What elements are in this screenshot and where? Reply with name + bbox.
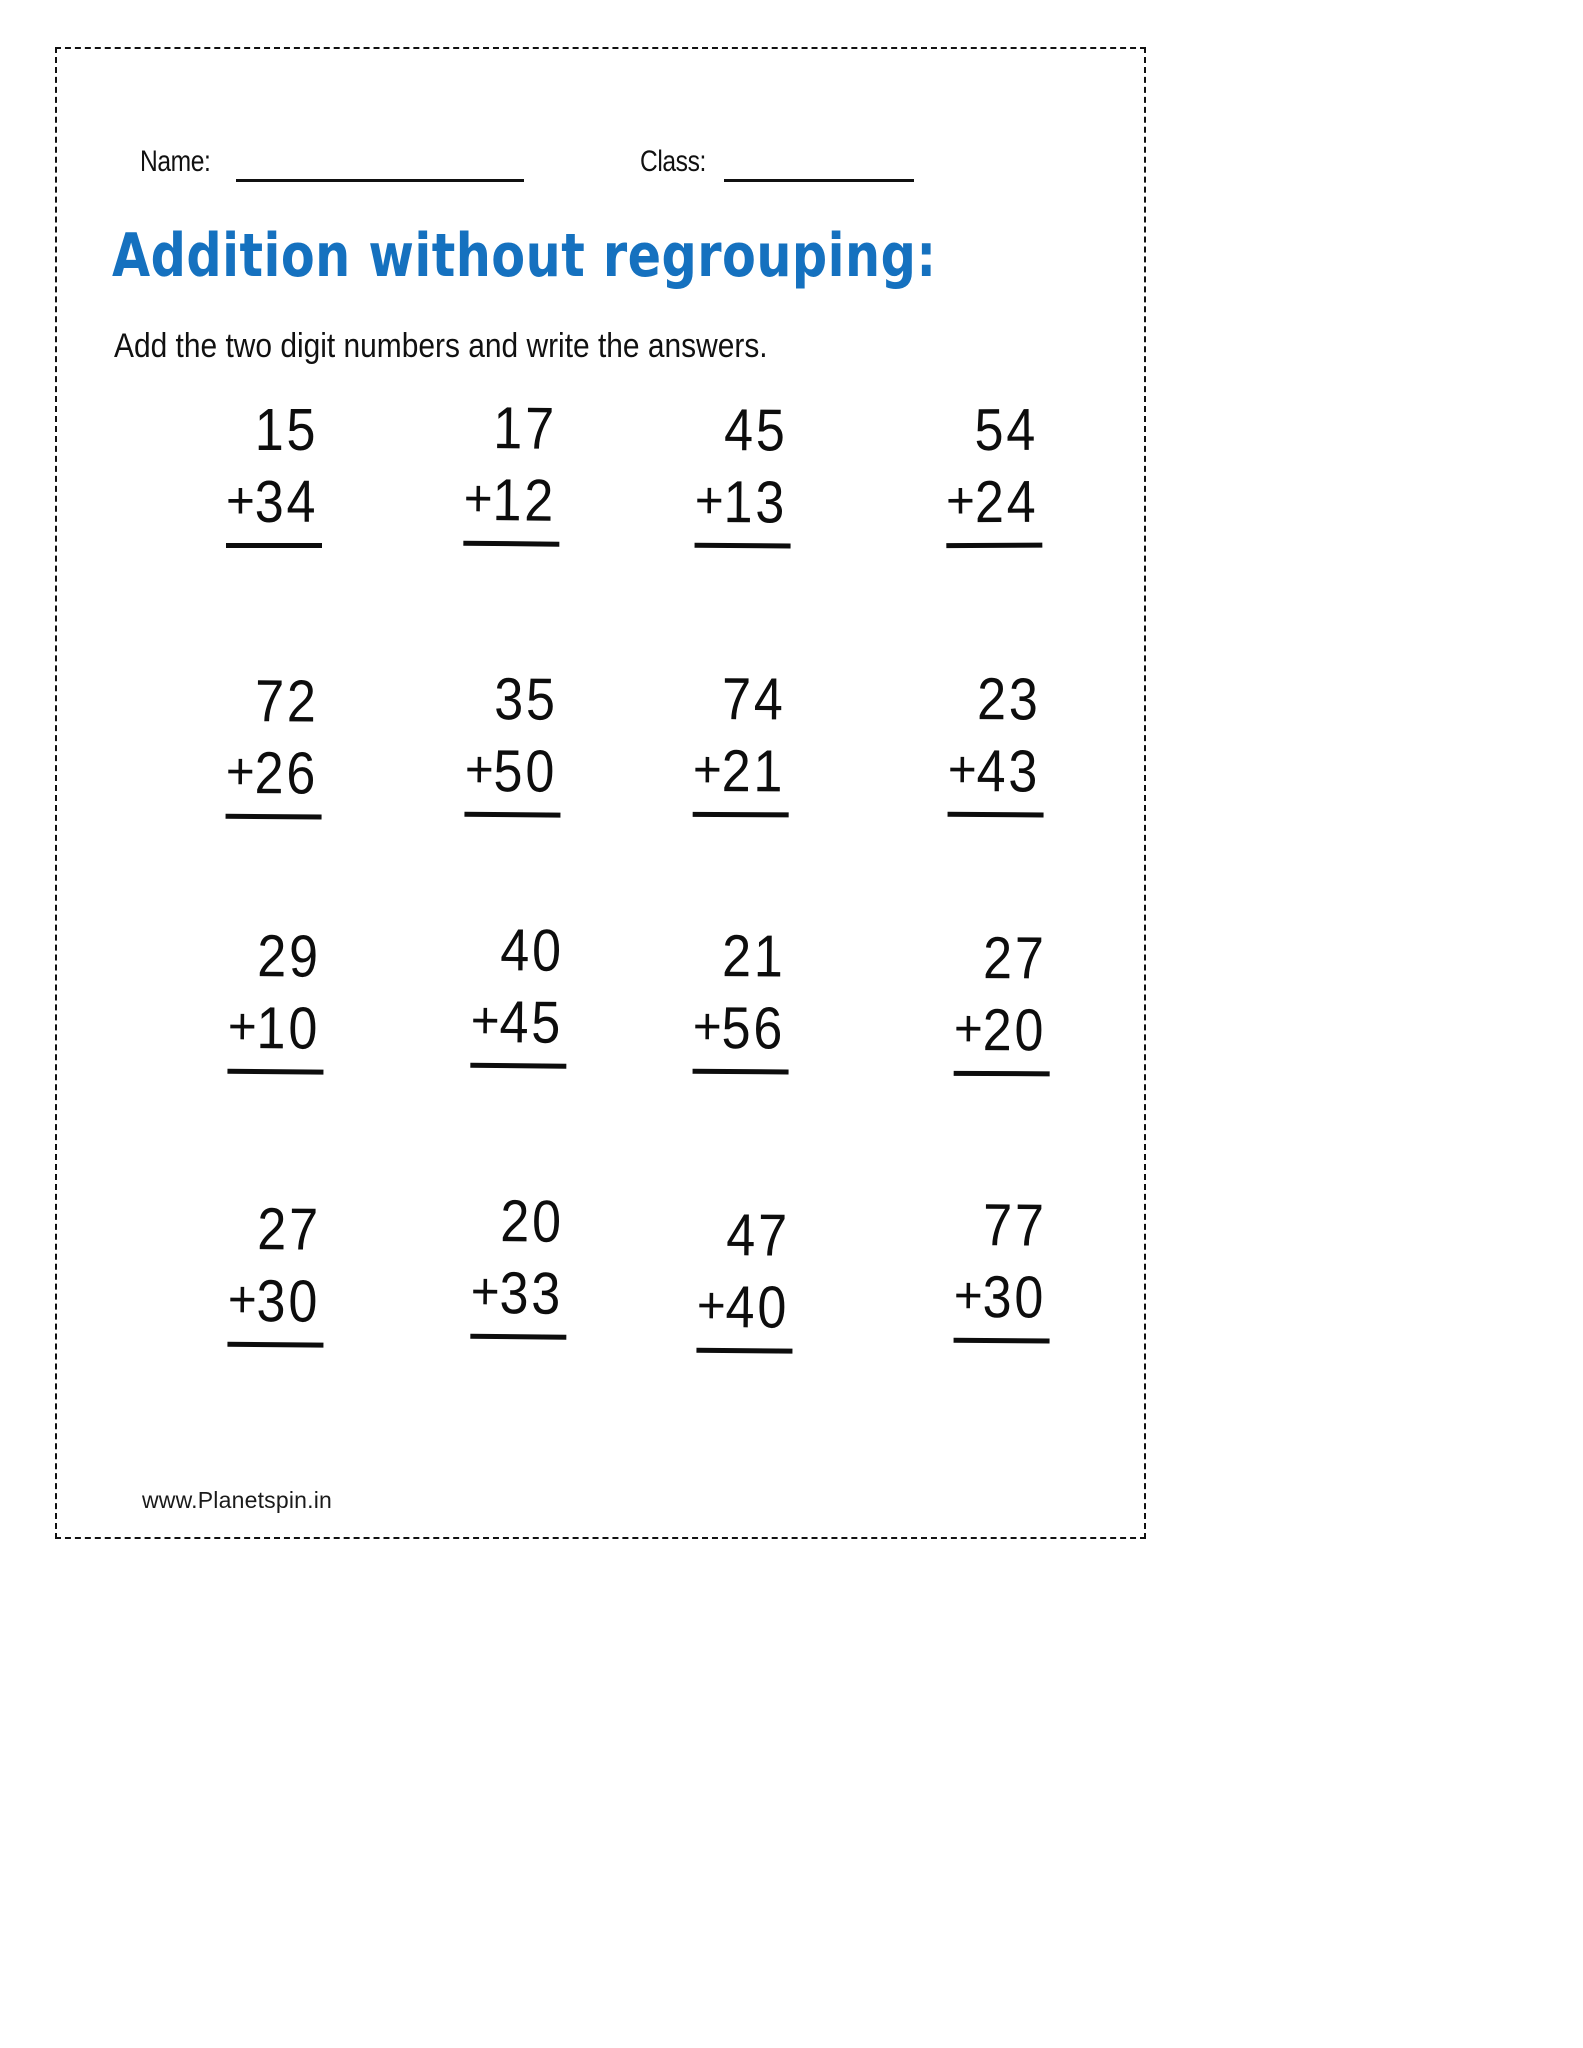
addition-problem: [389, 664, 599, 839]
plus-operator-icon: +: [227, 997, 257, 1056]
plus-operator-icon: +: [692, 997, 722, 1056]
plus-operator-icon: +: [227, 1270, 257, 1329]
bottom-addend: 20: [982, 996, 1047, 1064]
plus-operator-icon: +: [694, 471, 724, 530]
addition-problem: [152, 1194, 362, 1369]
plus-operator-icon: +: [953, 999, 983, 1058]
top-addend: 40: [499, 916, 564, 984]
bottom-addend: 10: [256, 994, 321, 1062]
class-write-in-line[interactable]: [724, 179, 914, 182]
student-info-header: [140, 145, 1040, 195]
top-addend: 21: [721, 922, 786, 990]
top-addend: 23: [976, 665, 1041, 733]
bottom-addend: 12: [491, 466, 557, 534]
bottom-addend-row: [227, 1267, 321, 1335]
top-addend: 17: [492, 394, 557, 462]
bottom-addend: 30: [256, 1267, 321, 1335]
answer-line[interactable]: [954, 1071, 1050, 1077]
bottom-addend-row: [470, 1259, 564, 1327]
answer-line[interactable]: [226, 543, 322, 548]
addition-problem: [621, 1200, 831, 1375]
answer-line[interactable]: [470, 1334, 566, 1340]
plus-operator-icon: +: [692, 740, 722, 799]
addition-problem: [617, 921, 827, 1096]
plus-operator-icon: +: [696, 1276, 726, 1335]
addition-problem: [150, 666, 360, 841]
bottom-addend: 40: [725, 1273, 790, 1341]
addition-problem: [878, 923, 1088, 1098]
problem-body: [387, 392, 599, 569]
problem-grid: [150, 395, 1070, 1485]
problem-body: [618, 394, 829, 570]
bottom-addend: 56: [721, 994, 786, 1062]
addition-problem: [395, 915, 605, 1090]
answer-line[interactable]: [227, 1342, 323, 1348]
problem-body: [150, 395, 360, 570]
bottom-addend: 34: [254, 468, 318, 535]
addition-problem: [870, 395, 1080, 570]
problem-body: [616, 920, 827, 1096]
problem-body: [394, 1185, 606, 1362]
class-field-label: Class:: [640, 145, 706, 178]
bottom-addend: 43: [976, 737, 1041, 805]
problem-body: [617, 663, 828, 839]
answer-line[interactable]: [693, 812, 789, 818]
problem-body: [394, 914, 606, 1091]
plus-operator-icon: +: [470, 991, 500, 1050]
bottom-addend-row: [464, 737, 558, 805]
answer-line[interactable]: [954, 1338, 1050, 1344]
bottom-addend-row: [227, 994, 321, 1062]
plus-operator-icon: +: [464, 740, 494, 799]
plus-operator-icon: +: [947, 740, 977, 799]
addition-problem: [878, 1190, 1088, 1365]
top-addend: 15: [254, 396, 318, 463]
answer-line[interactable]: [693, 1069, 789, 1075]
top-addend: 27: [982, 924, 1047, 992]
site-credit-footer: www.Planetspin.in: [142, 1487, 333, 1513]
addition-problem: [395, 1186, 605, 1361]
plus-operator-icon: +: [953, 1266, 983, 1325]
problem-body: [877, 1189, 1088, 1365]
top-addend: 47: [725, 1201, 790, 1269]
plus-operator-icon: +: [463, 469, 493, 528]
addition-problem: [388, 393, 598, 568]
worksheet-instruction: Add the two digit numbers and write the answers.: [114, 327, 768, 365]
top-addend: 45: [723, 396, 788, 464]
addition-problem: [872, 664, 1082, 839]
answer-line[interactable]: [948, 812, 1044, 818]
addition-problem: [150, 395, 360, 570]
answer-line[interactable]: [946, 543, 1042, 549]
answer-line[interactable]: [470, 1063, 566, 1069]
name-write-in-line[interactable]: [236, 179, 524, 182]
problem-row: [150, 395, 1070, 645]
top-addend: 20: [499, 1187, 564, 1255]
problem-body: [620, 1199, 832, 1376]
worksheet-title: Addition without regrouping:: [112, 222, 937, 291]
plus-operator-icon: +: [226, 472, 255, 530]
problem-body: [149, 665, 360, 841]
answer-line[interactable]: [464, 812, 560, 818]
plus-operator-icon: +: [470, 1262, 500, 1321]
bottom-addend: 13: [723, 468, 788, 536]
name-field-label: Name:: [140, 145, 211, 178]
top-addend: 77: [982, 1191, 1047, 1259]
addition-problem: [617, 664, 827, 839]
bottom-addend: 26: [254, 739, 319, 807]
problem-body: [878, 922, 1089, 1098]
top-addend: 74: [721, 665, 786, 733]
addition-problem: [619, 395, 829, 570]
top-addend: 35: [493, 665, 558, 733]
plus-operator-icon: +: [945, 472, 976, 531]
problem-row: [150, 916, 1070, 1175]
bottom-addend-row: [463, 466, 557, 534]
problem-row: [150, 1187, 1070, 1440]
answer-line[interactable]: [695, 543, 791, 549]
bottom-addend: 30: [982, 1263, 1047, 1331]
top-addend: 54: [974, 395, 1038, 463]
problem-body: [388, 663, 600, 840]
plus-operator-icon: +: [225, 742, 255, 801]
answer-line[interactable]: [696, 1348, 792, 1354]
top-addend: 27: [256, 1195, 321, 1263]
bottom-addend: 33: [498, 1259, 564, 1327]
problem-row: [150, 660, 1070, 910]
bottom-addend: 24: [974, 467, 1039, 535]
bottom-addend: 45: [498, 988, 564, 1056]
problem-body: [151, 920, 363, 1097]
answer-line[interactable]: [227, 1069, 323, 1075]
bottom-addend-row: [696, 1273, 790, 1341]
answer-line[interactable]: [463, 541, 559, 547]
top-addend: 29: [256, 922, 321, 990]
problem-body: [870, 394, 1081, 570]
bottom-addend-row: [470, 988, 564, 1056]
bottom-addend: 50: [493, 737, 558, 805]
bottom-addend: 21: [721, 737, 786, 805]
top-addend: 72: [254, 667, 319, 735]
answer-line[interactable]: [226, 814, 322, 820]
problem-body: [151, 1193, 363, 1370]
addition-problem: [152, 921, 362, 1096]
problem-body: [871, 663, 1082, 839]
